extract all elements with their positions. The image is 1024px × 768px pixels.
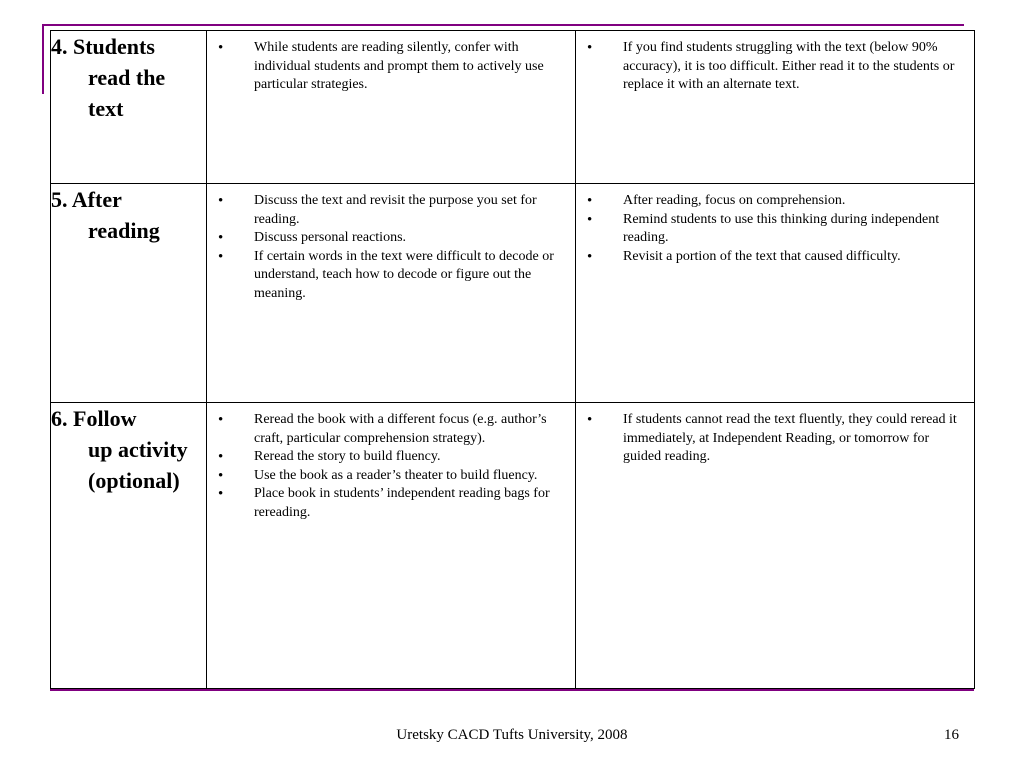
step-cell	[51, 184, 207, 403]
list-item: • Revisit a portion of the text that caused difficulty.	[576, 248, 966, 267]
table-row	[51, 403, 975, 689]
activities-list	[207, 184, 575, 304]
list-item: • If students cannot read the text fluently, they could reread it immediately, at Independent Reading, or tomorrow for guided reading.	[576, 411, 966, 467]
activities-list	[207, 403, 575, 523]
list-item: • Reread the book with a different focus (e.g. author’s craft, particular comprehension strategy).	[207, 411, 567, 448]
list-item: • Discuss the text and revisit the purpose you set for reading.	[207, 192, 567, 229]
list-item: • After reading, focus on comprehension.	[576, 192, 966, 211]
table-row	[51, 31, 975, 184]
notes-cell	[576, 184, 975, 403]
step-cell	[51, 31, 207, 184]
step-title: 5. After reading	[51, 187, 160, 243]
activities-cell	[207, 403, 576, 689]
step-cell	[51, 403, 207, 689]
list-item: • Remind students to use this thinking during independent reading.	[576, 211, 966, 248]
activities-cell	[207, 31, 576, 184]
accent-line-left	[42, 24, 44, 94]
page-number: 16	[944, 727, 959, 743]
list-item: • If you find students struggling with the text (below 90% accuracy), it is too difficult. Either read it to the students or replace it with an alternate text.	[576, 39, 966, 95]
list-item: • Reread the story to build fluency.	[207, 448, 567, 467]
list-item: • If certain words in the text were difficult to decode or understand, teach how to decode or figure out the meaning.	[207, 248, 567, 304]
guided-reading-table	[50, 30, 975, 689]
activities-list	[207, 31, 575, 95]
notes-list	[576, 31, 974, 95]
footer-text: Uretsky CACD Tufts University, 2008	[396, 727, 628, 743]
list-item: • Discuss personal reactions.	[207, 229, 567, 248]
list-item: • Place book in students’ independent reading bags for rereading.	[207, 485, 567, 522]
notes-cell	[576, 403, 975, 689]
notes-list	[576, 184, 974, 266]
accent-line-bottom	[50, 689, 974, 691]
list-item: • Use the book as a reader’s theater to build fluency.	[207, 467, 567, 486]
list-item: • While students are reading silently, confer with individual students and prompt them to actively use particular strategies.	[207, 39, 567, 95]
notes-cell	[576, 31, 975, 184]
step-title: 6. Follow up activity (optional)	[51, 406, 188, 493]
accent-line-top	[42, 24, 964, 26]
step-title: 4. Students read the text	[51, 34, 166, 121]
activities-cell	[207, 184, 576, 403]
table-row	[51, 184, 975, 403]
notes-list	[576, 403, 974, 467]
